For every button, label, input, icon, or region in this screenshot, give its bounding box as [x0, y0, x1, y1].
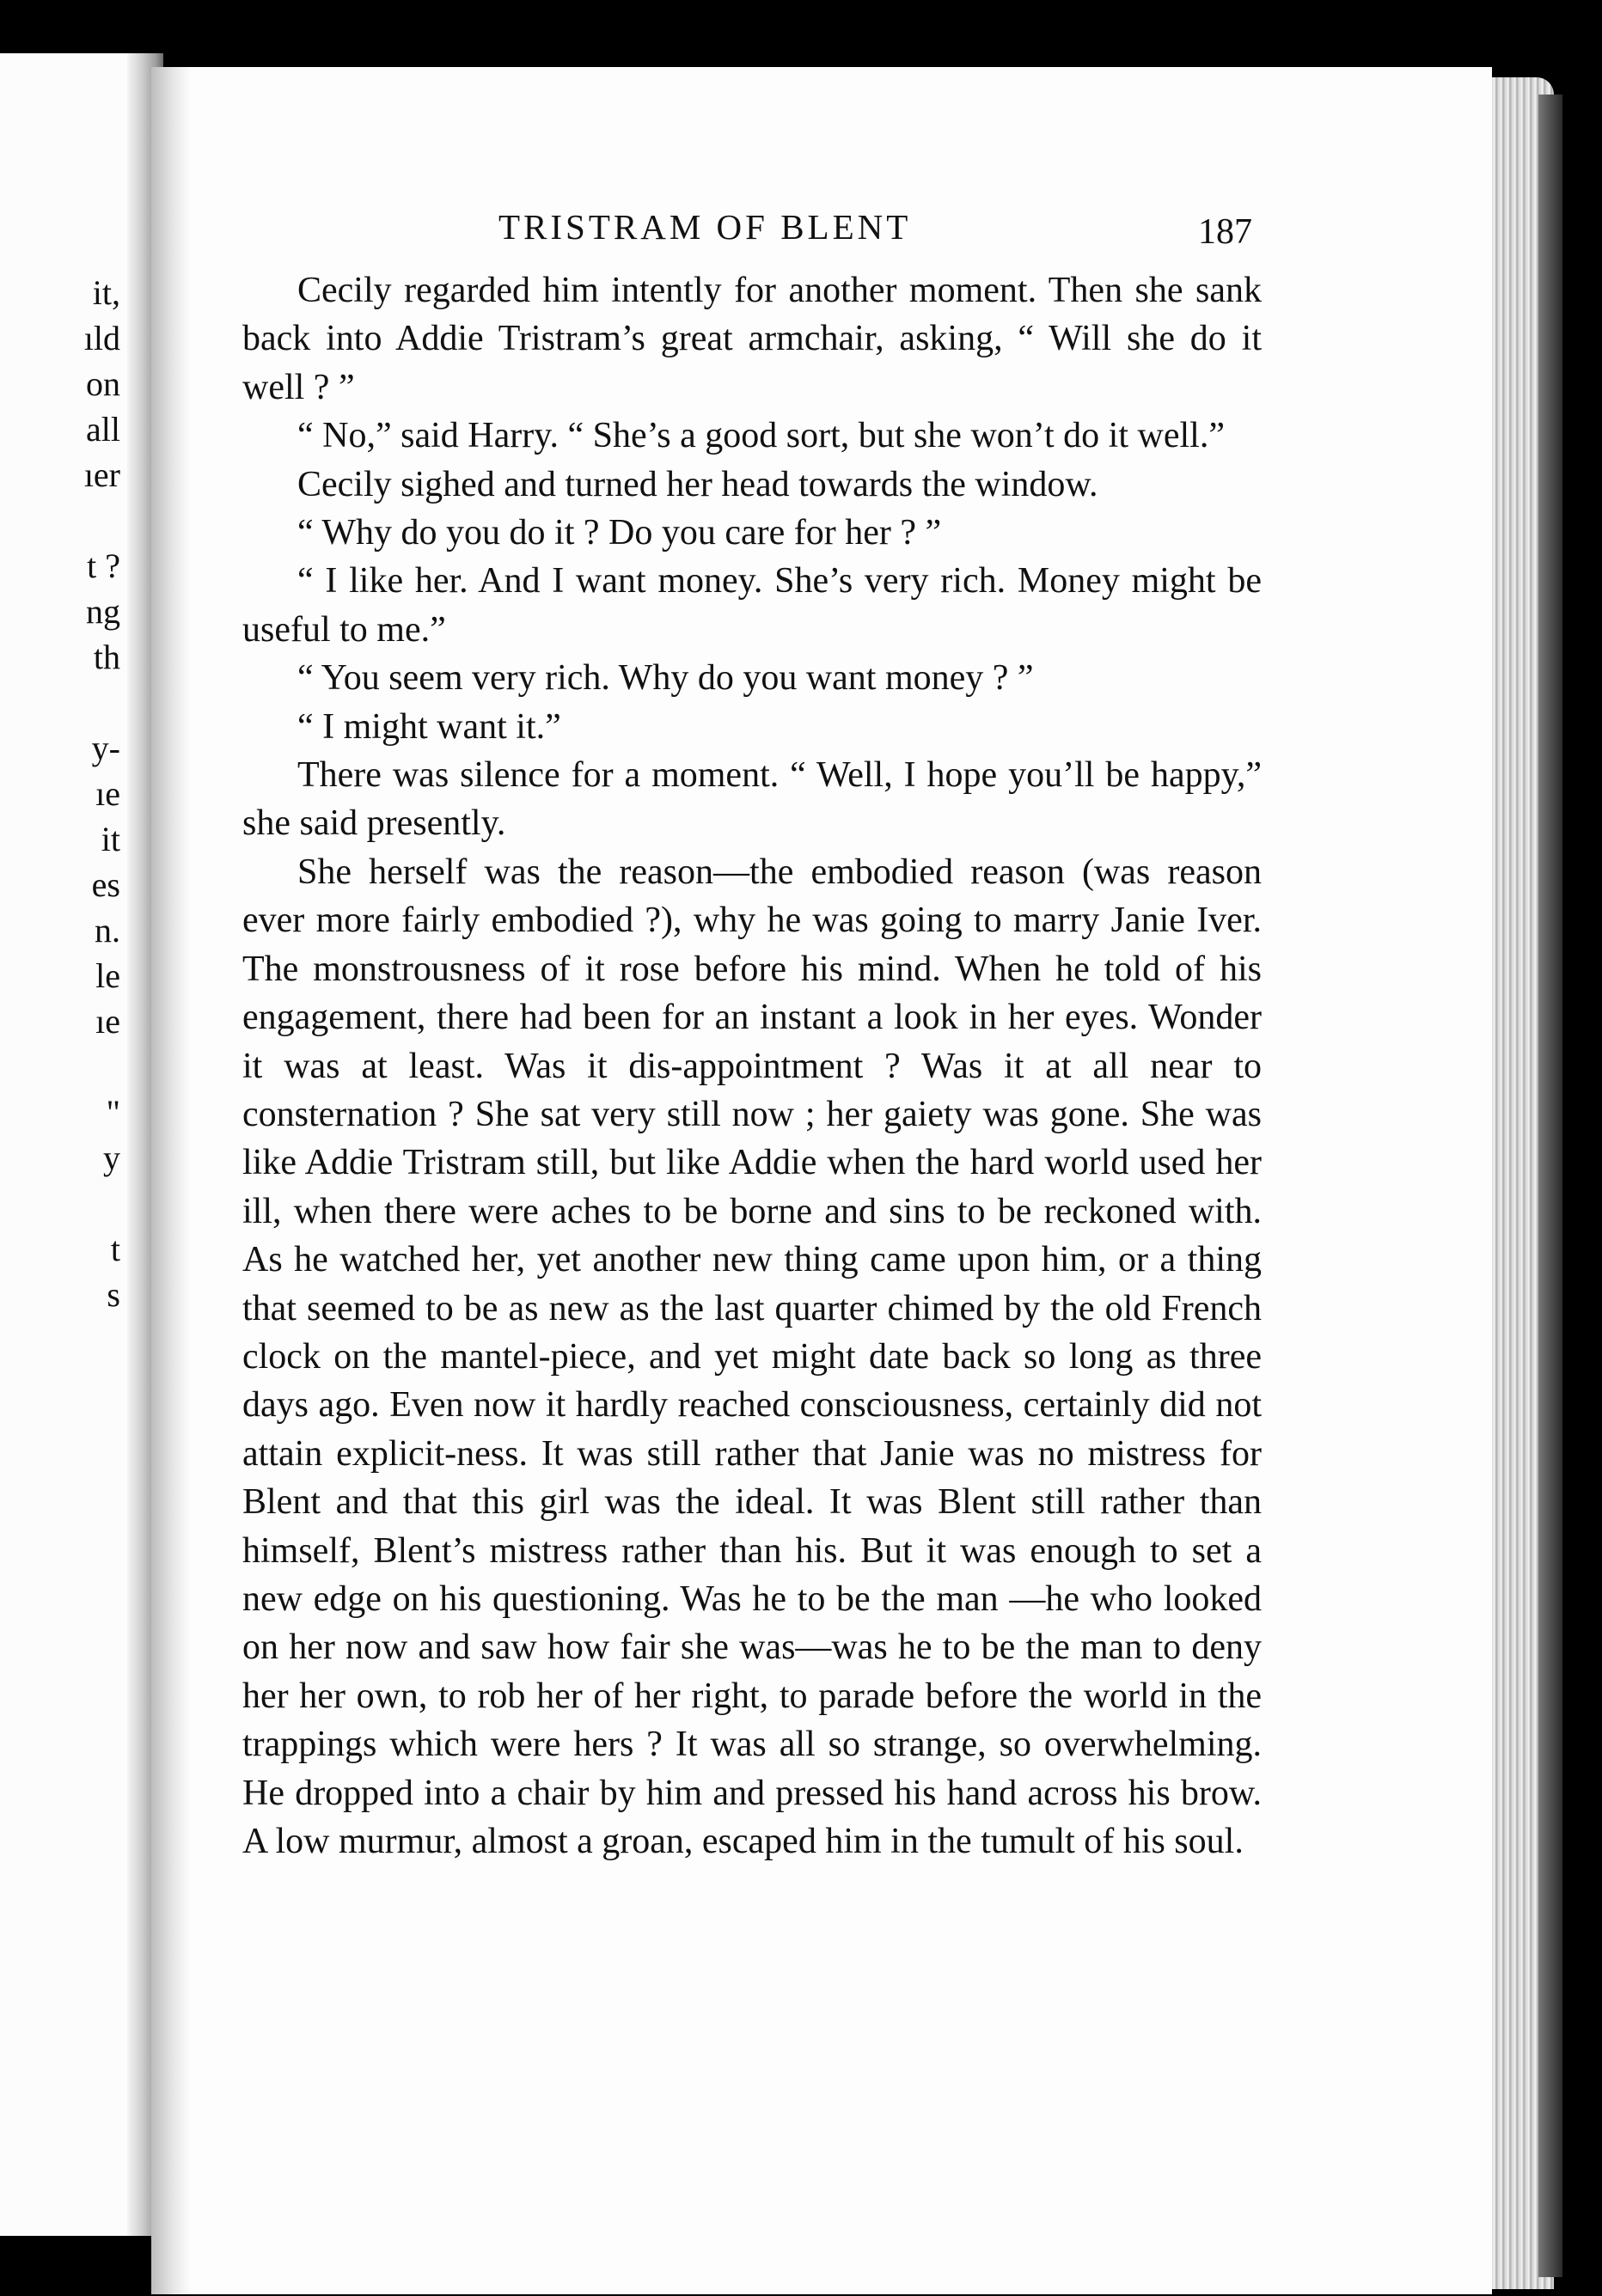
facing-page-fragment [84, 1044, 120, 1090]
facing-page-fragment: all [86, 410, 120, 449]
body-text [242, 266, 1262, 1865]
facing-page-fragment: s [107, 1275, 120, 1314]
book-cover-edge [1538, 95, 1562, 2277]
facing-page-fragment: " [106, 1093, 120, 1132]
facing-page-fragment: ıld [83, 319, 120, 357]
paragraph: Cecily sighed and turned her head towards the window. [297, 464, 1098, 504]
facing-page-fragment: th [93, 638, 120, 676]
facing-page-fragment [84, 498, 120, 543]
paragraph: “ I like her. And I want money. She’s very rich. Money might be useful to me.” [242, 561, 1262, 650]
facing-page [0, 53, 163, 2236]
facing-page-fragment: le [95, 956, 120, 995]
facing-page-fragment: on [86, 364, 120, 403]
facing-page-fragment: t [110, 1230, 120, 1268]
facing-page-fragment: y- [91, 729, 120, 767]
facing-page-fragment [84, 1181, 120, 1226]
facing-page-fragment: t ? [87, 547, 120, 585]
page-number: 187 [1198, 212, 1252, 252]
paragraph: Cecily regarded him intently for another moment. Then she sank back into Addie Tristram’s great armchair, asking, “ Will she do it well ? ” [242, 271, 1262, 407]
page-spine-shadow [151, 67, 191, 2294]
facing-page-fragment [84, 680, 120, 725]
facing-page-fragment: it [101, 820, 120, 858]
paragraph: She herself was the reason—the embodied reason (was reason ever more fairly embodied ?), why he was going to marry Janie Iver. The monstrousness of it rose before his mind. When he told of his engagement, there had been for an instant a look in her eyes. Wonder it was at least. Was it dis-appointment ? Was it at all near to consternation ? She sat very still now ; her gaiety was gone. She was like Addie Tristram still, but like Addie when the hard world used her ill, when there were aches to be borne and sins to be reckoned with. As he watched her, yet another new thing came upon him, or a thing that seemed to be as new as the last quarter chimed by the old French clock on the mantel-piece, and yet might date back so long as three days ago. Even now it hardly reached consciousness, certainly did not attain explicit-ness. It was still rather that Janie was no mistress for Blent and that this girl was the ideal. It was Blent still rather than himself, Blent’s mistress rather than his. But it was enough to set a new edge on his questioning. Was he to be the man —he who looked on her now and saw how fair she was—was he to be the man to deny her her own, to rob her of her right, to parade before the world in the trappings which were hers ? It was all so strange, so overwhelming. He dropped into a chair by him and pressed his hand across his brow. A low murmur, almost a groan, escaped him in the tumult of his soul. [242, 852, 1262, 1861]
facing-page-fragment: n. [95, 911, 120, 950]
facing-page-fragment: es [91, 865, 120, 904]
facing-page-fragment: it, [92, 273, 120, 312]
facing-page-fragment: ıe [95, 774, 120, 813]
facing-page-text-fragments [84, 270, 120, 1317]
facing-page-fragment: ıer [83, 455, 120, 494]
paragraph: There was silence for a moment. “ Well, I hope you’ll be happy,” she said presently. [242, 755, 1262, 844]
paragraph: “ Why do you do it ? Do you care for her ? ” [297, 513, 942, 553]
facing-page-fragment: y [103, 1139, 120, 1177]
paragraph: “ You seem very rich. Why do you want money ? ” [297, 658, 1034, 699]
facing-page-fragment: ng [86, 592, 120, 631]
running-header: TRISTRAM OF BLENT [498, 207, 912, 247]
facing-page-fragment: ıe [95, 1002, 120, 1041]
paragraph: “ I might want it.” [297, 706, 561, 747]
paragraph: “ No,” said Harry. “ She’s a good sort, but she won’t do it well.” [297, 416, 1225, 456]
